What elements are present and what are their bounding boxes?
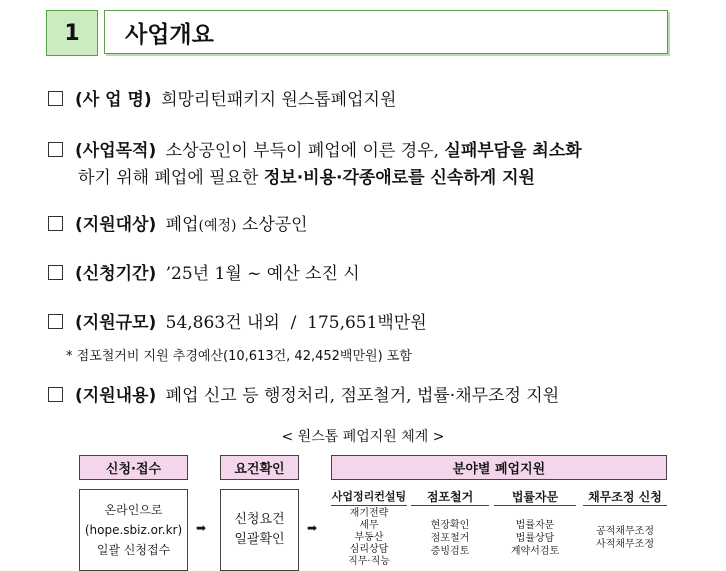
col-line: 법률상담 [515, 532, 555, 544]
col-header: 점포철거 [411, 489, 489, 506]
checkbox-icon [48, 91, 63, 106]
col-line: 직무·직능 [348, 556, 390, 567]
item-text-small: (예정) [198, 218, 237, 234]
item-support-content [48, 384, 559, 408]
item-application-period [48, 262, 360, 286]
col-body [494, 506, 576, 570]
item-text: 폐업 신고 등 행정처리, 점포철거, 법률·채무조정 지원 [165, 386, 560, 406]
item-text: 소상공인 [241, 215, 308, 235]
item-text: 하기 위해 폐업에 필요한 [78, 168, 259, 188]
col-legal [494, 489, 576, 571]
step2-box [220, 489, 299, 571]
col-line: 부동산 [354, 532, 384, 543]
col-line: 법률자문 [515, 519, 555, 531]
item-label: (지원대상) [75, 215, 157, 235]
item-text: ’25년 1월 ~ 예산 소진 시 [165, 264, 360, 284]
checkbox-icon [48, 216, 63, 231]
item-label: (지원내용) [75, 386, 157, 406]
item-support-target [48, 213, 308, 238]
col-header: 법률자문 [494, 489, 576, 506]
col-line: 심리상담 [349, 544, 389, 555]
step1-header: 신청·접수 [79, 455, 188, 480]
section-number: 1 [46, 10, 98, 56]
col-line: 점포철거 [430, 532, 470, 544]
step2-header: 요건확인 [220, 455, 299, 480]
item-purpose-continued [78, 166, 535, 190]
col-debt [583, 489, 667, 571]
section-header [46, 10, 670, 56]
step2-line: 일괄확인 [234, 532, 285, 547]
item-text: 54,863건 내외 / 175,651백만원 [165, 313, 427, 333]
col-demolition [411, 489, 489, 571]
step1-line: 일괄 신청접수 [96, 543, 171, 557]
col-line: 재기전략 [349, 508, 389, 519]
item-label: (신청기간) [75, 264, 157, 284]
item-label: (지원규모) [75, 313, 157, 333]
checkbox-icon [48, 265, 63, 280]
item-text-bold: 정보·비용·각종애로를 신속하게 지원 [263, 168, 535, 188]
item-business-purpose [48, 139, 582, 163]
item-label: (사 업 명) [75, 90, 152, 110]
step3-header: 분야별 폐업지원 [331, 455, 667, 480]
col-body [331, 506, 407, 570]
checkbox-icon [48, 314, 63, 329]
arrow-right-icon: ➡ [307, 521, 318, 535]
col-line: 사적채무조정 [596, 539, 654, 550]
item-label: (사업목적) [75, 141, 157, 161]
checkbox-icon [48, 142, 63, 157]
col-header: 채무조정 신청 [583, 489, 667, 506]
item-business-name [48, 88, 396, 112]
step2-line: 신청요건 [234, 512, 285, 527]
step1-line: (hope.sbiz.or.kr) [84, 523, 183, 537]
diagram-title: < 원스톱 폐업지원 체계 > [281, 429, 445, 445]
col-consulting [331, 489, 407, 571]
section-title: 사업개요 [104, 10, 668, 54]
col-header: 사업정리컨설팅 [331, 489, 407, 506]
item-support-scale [48, 311, 427, 335]
col-body [411, 506, 489, 570]
scale-note: * 점포철거비 지원 추경예산(10,613건, 42,452백만원) 포함 [66, 349, 412, 364]
step1-box [79, 489, 188, 571]
item-text: 소상공인이 부득이 폐업에 이른 경우, [165, 141, 439, 161]
step1-line: 온라인으로 [104, 503, 163, 517]
checkbox-icon [48, 387, 63, 402]
col-body [583, 506, 667, 570]
col-line: 계약서검토 [510, 545, 560, 557]
item-text: 희망리턴패키지 원스톱폐업지원 [161, 90, 397, 110]
item-text-bold: 실패부담을 최소화 [444, 141, 582, 161]
item-text: 폐업 [165, 215, 199, 235]
col-line: 증빙검토 [430, 545, 470, 557]
col-line: 세무 [359, 520, 379, 531]
col-line: 현장확인 [430, 519, 470, 531]
arrow-right-icon: ➡ [196, 521, 207, 535]
col-line: 공적채무조정 [596, 526, 654, 537]
